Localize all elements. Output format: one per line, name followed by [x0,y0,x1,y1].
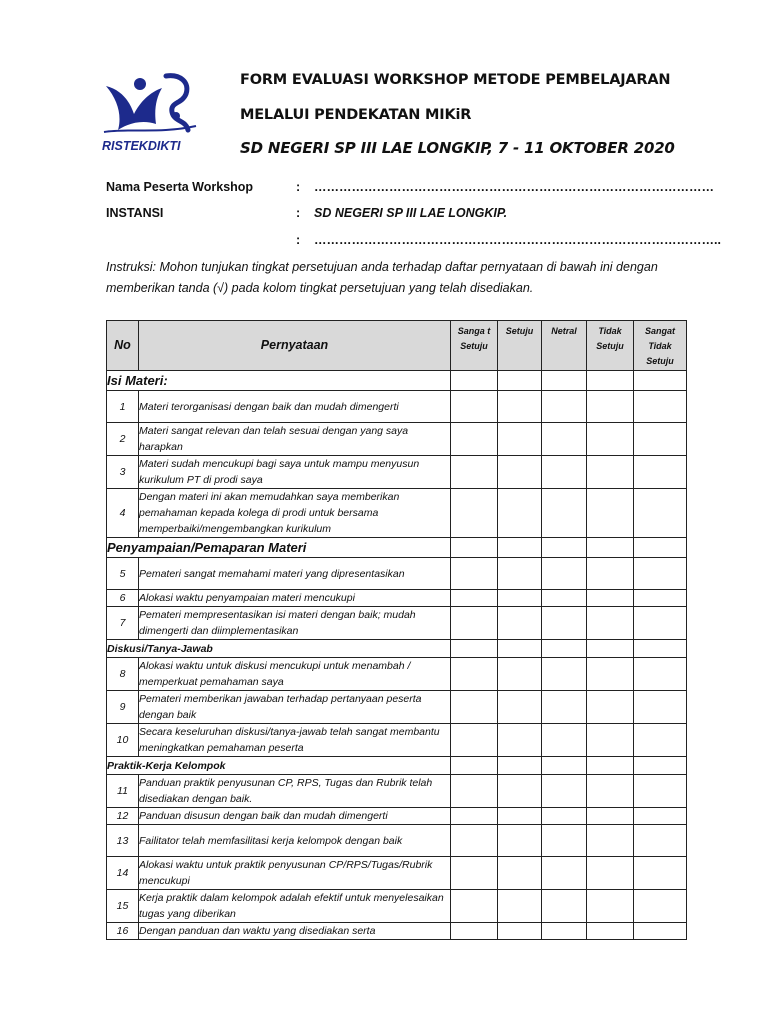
rating-cell[interactable] [451,923,498,940]
rating-cell[interactable] [451,757,498,775]
form-title: FORM EVALUASI WORKSHOP METODE PEMBELAJARAN [240,72,671,88]
rating-cell[interactable] [498,724,542,757]
section-title: Diskusi/Tanya-Jawab [107,640,451,658]
rating-cell[interactable] [634,825,687,857]
row-number: 7 [107,607,139,640]
table-row [107,691,687,724]
table-row [107,423,687,456]
rating-cell[interactable] [542,825,587,857]
row-number: 11 [107,775,139,808]
rating-cell[interactable] [587,590,634,607]
rating-cell[interactable] [634,691,687,724]
row-number: 13 [107,825,139,857]
rating-cell[interactable] [634,890,687,923]
header-tidak-setuju: Tidak Setuju [587,321,634,371]
section-row [107,640,687,658]
ristekdikti-logo [100,72,200,156]
header-no: No [107,321,139,371]
row-number: 16 [107,923,139,940]
row-number: 4 [107,489,139,538]
field-label: INSTANSI [106,206,164,220]
rating-cell[interactable] [634,590,687,607]
row-statement: Alokasi waktu untuk diskusi mencukupi untuk menambah / memperkuat pemahaman saya [139,658,451,691]
rating-cell[interactable] [634,658,687,691]
row-statement: Alokasi waktu penyampaian materi mencukupi [139,590,451,607]
rating-cell[interactable] [498,590,542,607]
table-row [107,607,687,640]
rating-cell[interactable] [542,923,587,940]
header-sangat-tidak-setuju: Sangat Tidak Setuju [634,321,687,371]
table-row [107,590,687,607]
row-number: 10 [107,724,139,757]
rating-cell[interactable] [451,808,498,825]
row-statement: Alokasi waktu untuk praktik penyusunan CP/RPS/Tugas/Rubrik mencukupi [139,857,451,890]
rating-cell[interactable] [542,691,587,724]
row-number: 12 [107,808,139,825]
rating-cell[interactable] [587,757,634,775]
rating-cell[interactable] [587,489,634,538]
logo-text: RISTEKDIKTI [102,139,181,153]
rating-cell[interactable] [498,456,542,489]
rating-cell[interactable] [451,538,498,558]
rating-cell[interactable] [587,857,634,890]
rating-cell[interactable] [451,691,498,724]
field-label: Nama Peserta Workshop [106,180,254,194]
field-colon: : [296,206,301,220]
row-number: 5 [107,558,139,590]
rating-cell[interactable] [542,890,587,923]
rating-cell[interactable] [587,640,634,658]
rating-cell[interactable] [542,590,587,607]
row-number: 6 [107,590,139,607]
rating-cell[interactable] [634,757,687,775]
rating-cell[interactable] [634,538,687,558]
rating-cell[interactable] [542,371,587,391]
rating-cell[interactable] [542,808,587,825]
rating-cell[interactable] [542,423,587,456]
rating-cell[interactable] [587,890,634,923]
rating-cell[interactable] [634,923,687,940]
rating-cell[interactable] [498,391,542,423]
header-setuju: Setuju [498,321,542,371]
rating-cell[interactable] [542,757,587,775]
row-number: 1 [107,391,139,423]
rating-cell[interactable] [587,391,634,423]
field-value: SD NEGERI SP III LAE LONGKIP. [314,206,508,220]
row-number: 8 [107,658,139,691]
rating-cell[interactable] [587,423,634,456]
row-statement: Pemateri memberikan jawaban terhadap pertanyaan peserta dengan baik [139,691,451,724]
row-statement: Kerja praktik dalam kelompok adalah efektif untuk menyelesaikan tugas yang diberikan [139,890,451,923]
rating-cell[interactable] [451,890,498,923]
rating-cell[interactable] [542,538,587,558]
rating-cell[interactable] [498,691,542,724]
rating-cell[interactable] [542,775,587,808]
rating-cell[interactable] [542,558,587,590]
section-title: Praktik-Kerja Kelompok [107,757,451,775]
rating-cell[interactable] [542,724,587,757]
rating-cell[interactable] [587,607,634,640]
rating-cell[interactable] [498,538,542,558]
section-row [107,538,687,558]
table-row [107,890,687,923]
rating-cell[interactable] [451,825,498,857]
row-statement: Secara keseluruhan diskusi/tanya-jawab telah sangat membantu meningkatkan pemahaman peserta [139,724,451,757]
rating-cell[interactable] [634,640,687,658]
rating-cell[interactable] [634,775,687,808]
rating-cell[interactable] [498,423,542,456]
table-row [107,391,687,423]
table-row [107,808,687,825]
rating-cell[interactable] [587,691,634,724]
rating-cell[interactable] [451,391,498,423]
row-statement: Failitator telah memfasilitasi kerja kelompok dengan baik [139,825,451,857]
rating-cell[interactable] [634,857,687,890]
section-title: Penyampaian/Pemaparan Materi [107,538,451,558]
table-row [107,857,687,890]
rating-cell[interactable] [587,775,634,808]
rating-cell[interactable] [542,456,587,489]
rating-cell[interactable] [451,590,498,607]
rating-cell[interactable] [634,558,687,590]
row-statement: Panduan praktik penyusunan CP, RPS, Tugas dan Rubrik telah disediakan dengan baik. [139,775,451,808]
rating-cell[interactable] [451,456,498,489]
table-row [107,825,687,857]
section-row [107,757,687,775]
rating-cell[interactable] [451,423,498,456]
rating-cell[interactable] [634,423,687,456]
row-statement: Materi terorganisasi dengan baik dan mudah dimengerti [139,391,451,423]
field-colon: : [296,180,301,194]
row-statement: Pemateri mempresentasikan isi materi dengan baik; mudah dimengerti dan diimplementasikan [139,607,451,640]
rating-cell[interactable] [542,391,587,423]
rating-cell[interactable] [451,489,498,538]
rating-cell[interactable] [542,658,587,691]
rating-cell[interactable] [587,456,634,489]
table-row [107,923,687,940]
rating-cell[interactable] [587,371,634,391]
form-subtitle: MELALUI PENDEKATAN MIKiR [240,107,472,123]
table-row [107,558,687,590]
evaluation-table [106,320,687,940]
table-row [107,724,687,757]
instructions: Instruksi: Mohon tunjukan tingkat persetujuan anda terhadap daftar pernyataan di bawah ini dengan memberikan tanda (√) pada kolom tingkat persetujuan yang telah disediakan. [106,260,658,295]
row-number: 3 [107,456,139,489]
row-number: 14 [107,857,139,890]
rating-cell[interactable] [587,538,634,558]
rating-cell[interactable] [634,456,687,489]
rating-cell[interactable] [451,371,498,391]
rating-cell[interactable] [542,857,587,890]
form-location-date: SD NEGERI SP III LAE LONGKIP, 7 - 11 OKTOBER 2020 [240,139,675,157]
rating-cell[interactable] [498,489,542,538]
rating-cell[interactable] [634,808,687,825]
rating-cell[interactable] [542,640,587,658]
rating-cell[interactable] [498,825,542,857]
section-row [107,371,687,391]
row-statement: Pemateri sangat memahami materi yang dipresentasikan [139,558,451,590]
rating-cell[interactable] [498,607,542,640]
rating-cell[interactable] [498,775,542,808]
rating-cell[interactable] [451,640,498,658]
table-row [107,456,687,489]
rating-cell[interactable] [587,923,634,940]
rating-cell[interactable] [451,857,498,890]
rating-cell[interactable] [634,489,687,538]
rating-cell[interactable] [634,724,687,757]
row-statement: Dengan materi ini akan memudahkan saya memberikan pemahaman kepada kolega di prodi untuk bersama memperbaiki/mengembangkan kurikulum [139,489,451,538]
header-statement: Pernyataan [139,321,451,371]
header-netral: Netral [542,321,587,371]
rating-cell[interactable] [498,757,542,775]
rating-cell[interactable] [498,558,542,590]
rating-cell[interactable] [451,607,498,640]
field-colon: : [296,233,301,247]
row-statement: Materi sudah mencukupi bagi saya untuk mampu menyusun kurikulum PT di prodi saya [139,456,451,489]
rating-cell[interactable] [634,391,687,423]
row-number: 2 [107,423,139,456]
rating-cell[interactable] [542,489,587,538]
row-number: 9 [107,691,139,724]
rating-cell[interactable] [587,808,634,825]
rating-cell[interactable] [498,923,542,940]
rating-cell[interactable] [498,857,542,890]
row-statement: Dengan panduan dan waktu yang disediakan serta [139,923,451,940]
rating-cell[interactable] [451,658,498,691]
rating-cell[interactable] [451,724,498,757]
row-number: 15 [107,890,139,923]
rating-cell[interactable] [498,658,542,691]
rating-cell[interactable] [498,808,542,825]
field-value: …………………………………………………………………………………….. [314,233,721,247]
rating-cell[interactable] [634,371,687,391]
rating-cell[interactable] [542,607,587,640]
header-sangat-setuju: Sanga t Setuju [451,321,498,371]
rating-cell[interactable] [587,558,634,590]
field-value: …………………………………………………………………………………… [314,180,714,194]
table-row [107,658,687,691]
rating-cell[interactable] [498,890,542,923]
rating-cell[interactable] [587,825,634,857]
rating-cell[interactable] [498,640,542,658]
rating-cell[interactable] [587,724,634,757]
rating-cell[interactable] [451,558,498,590]
table-header-row [107,321,687,371]
rating-cell[interactable] [587,658,634,691]
row-statement: Materi sangat relevan dan telah sesuai dengan yang saya harapkan [139,423,451,456]
table-row [107,489,687,538]
rating-cell[interactable] [634,607,687,640]
rating-cell[interactable] [498,371,542,391]
section-title: Isi Materi: [107,371,451,391]
table-row [107,775,687,808]
rating-cell[interactable] [451,775,498,808]
row-statement: Panduan disusun dengan baik dan mudah dimengerti [139,808,451,825]
